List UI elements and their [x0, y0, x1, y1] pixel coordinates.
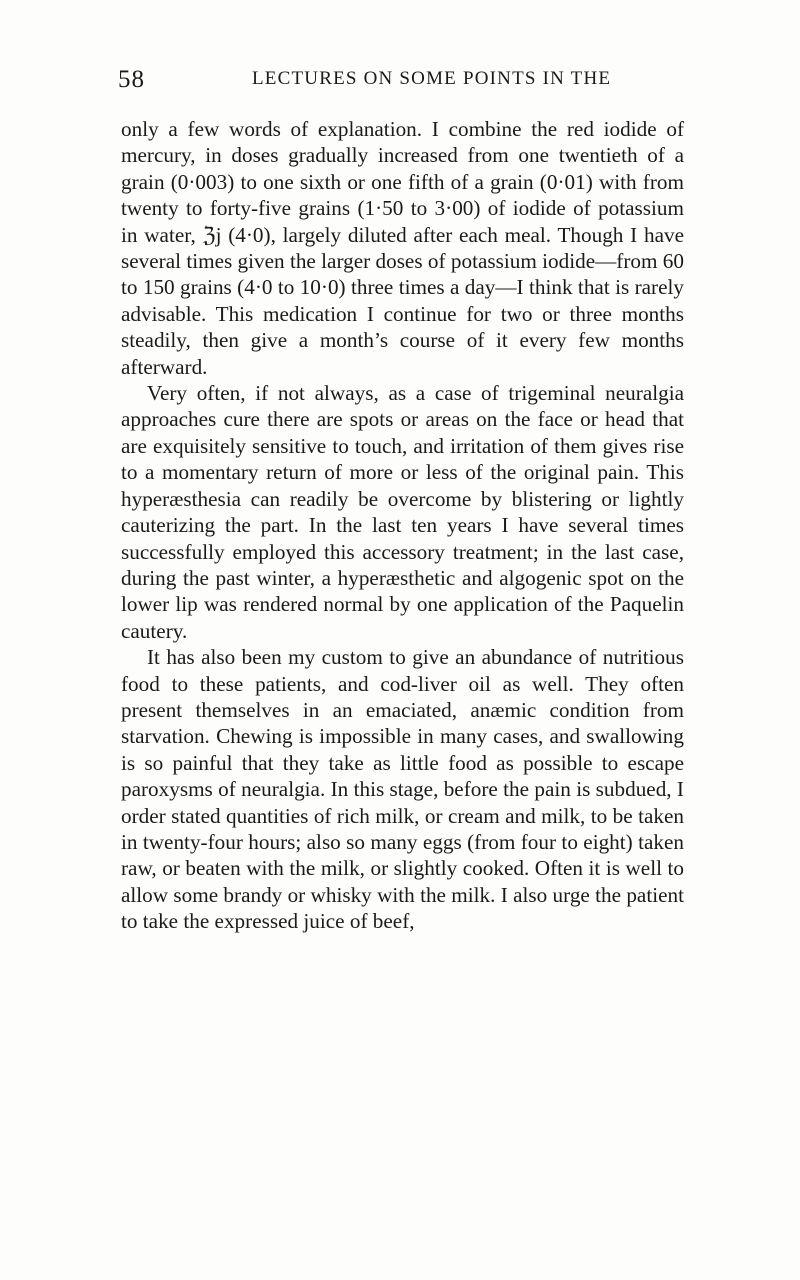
paragraph-hyperaesthesia: Very often, if not always, as a case of trigeminal neuralgia approaches cure there are spots or areas on the face or head that are exquisitely sensitive to touch, and irritation of them gives rise to a momentary return of more or less of the original pain. This hyperæsthesia can readily be overcome by blistering or lightly cauterizing the part. In the last ten years I have several times successfully employed this accessory treatment; in the last case, during the past winter, a hyperæsthetic and algogenic spot on the lower lip was rendered normal by one application of the Paquelin cautery. [121, 381, 684, 643]
page-number: 58 [118, 66, 145, 93]
paragraph-continuation: only a few words of explanation. I combine the red iodide of mercury, in doses gradually increased from one twentieth of a grain (0·003) to one sixth or one fifth of a grain (0·01) with from twenty to forty-five grains (1·50 to 3·00) of iodide of potassium in water, ℨj (4·0), largely diluted after each meal. Though I have several times given the larger doses of potassium iodide—from 60 to 150 grains (4·0 to 10·0) three times a day—I think that is rarely advisable. This medication I continue for two or three months steadily, then give a month’s course of it every few months afterward. [121, 117, 684, 379]
body-text [121, 116, 684, 935]
running-head: LECTURES ON SOME POINTS IN THE [252, 68, 612, 89]
page-header [118, 66, 658, 96]
paragraph-nutrition: It has also been my custom to give an abundance of nutritious food to these patients, and cod-liver oil as well. They often present themselves in an emaciated, anæmic condition from starvation. Chewing is impossible in many cases, and swallowing is so painful that they take as little food as possible to escape paroxysms of neuralgia. In this stage, before the pain is subdued, I order stated quantities of rich milk, or cream and milk, to be taken in twenty-four hours; also so many eggs (from four to eight) taken raw, or beaten with the milk, or slightly cooked. Often it is well to allow some brandy or whisky with the milk. I also urge the patient to take the expressed juice of beef, [121, 645, 684, 934]
